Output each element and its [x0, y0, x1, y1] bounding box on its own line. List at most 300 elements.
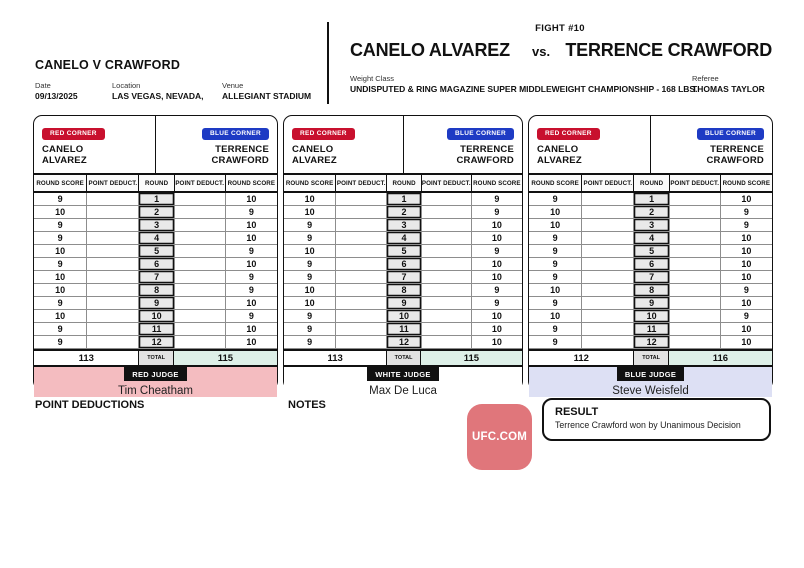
red-fighter-panel [529, 116, 650, 173]
red-round-score: 9 [552, 259, 558, 269]
red-round-score: 10 [304, 246, 315, 256]
round-number: 11 [386, 323, 421, 335]
round-number: 1 [138, 193, 173, 205]
blue-round-score: 10 [471, 232, 522, 244]
round-row [34, 336, 277, 349]
fight-meta-row [348, 74, 772, 96]
blue-round-score: 9 [720, 206, 772, 218]
blue-point-deduct-cell [421, 245, 471, 257]
event-venue [222, 81, 311, 101]
red-point-deduct-cell [581, 258, 633, 270]
red-round-score: 9 [307, 233, 313, 243]
judge-footer [34, 365, 277, 397]
blue-round-score: 9 [720, 284, 772, 296]
blue-fighter-name: TERRENCE CRAWFORD [211, 144, 269, 167]
red-round-score: 9 [552, 324, 558, 334]
blue-round-score: 10 [225, 336, 277, 348]
red-round-score: 9 [57, 259, 63, 269]
blue-corner-badge: BLUE CORNER [697, 128, 764, 140]
weight-class-label: Weight Class [350, 74, 395, 83]
weight-class-value: UNDISPUTED & RING MAGAZINE SUPER MIDDLEWEIGHT CHAMPIONSHIP - 168 LBS. [350, 84, 698, 94]
blue-round-score: 10 [720, 297, 772, 309]
red-point-deduct-cell [581, 310, 633, 322]
judge-footer [529, 365, 772, 397]
blue-total: 115 [174, 351, 277, 365]
fight-title-row [348, 40, 772, 61]
round-number: 4 [633, 232, 668, 244]
round-row [529, 245, 772, 258]
column-header: POINT DEDUCT. [421, 175, 471, 191]
location-label: Location [112, 81, 141, 90]
judge-footer [284, 365, 522, 397]
blue-fighter-panel [403, 116, 523, 173]
round-number: 5 [138, 245, 173, 257]
round-number: 3 [386, 219, 421, 231]
column-header: POINT DEDUCT. [174, 175, 225, 191]
blue-round-score: 9 [225, 206, 277, 218]
round-row [284, 206, 522, 219]
round-number: 10 [633, 310, 668, 322]
blue-point-deduct-cell [174, 206, 225, 218]
red-round-score: 10 [304, 285, 315, 295]
vs-label: vs. [532, 44, 551, 59]
red-point-deduct-cell [581, 297, 633, 309]
red-round-score: 10 [55, 246, 66, 256]
round-row [529, 284, 772, 297]
blue-round-score: 10 [471, 323, 522, 335]
column-header: ROUND [386, 175, 421, 191]
round-number: 2 [138, 206, 173, 218]
blue-point-deduct-cell [669, 245, 720, 257]
column-header: POINT DEDUCT. [581, 175, 633, 191]
red-round-score: 10 [304, 298, 315, 308]
blue-round-score: 9 [471, 193, 522, 205]
red-round-score: 10 [550, 285, 561, 295]
round-row [34, 258, 277, 271]
fighters-header [284, 116, 522, 173]
venue-value: ALLEGIANT STADIUM [222, 91, 312, 101]
blue-round-score: 9 [225, 284, 277, 296]
blue-fighter-panel [650, 116, 772, 173]
blue-point-deduct-cell [174, 323, 225, 335]
round-row [284, 310, 522, 323]
blue-round-score: 9 [225, 310, 277, 322]
column-header: ROUND SCORE [285, 179, 334, 187]
total-row [529, 349, 772, 365]
blue-fighter-name: TERRENCE CRAWFORD [456, 144, 514, 167]
red-point-deduct-cell [86, 258, 138, 270]
round-number: 3 [138, 219, 173, 231]
round-row [34, 193, 277, 206]
round-row [284, 232, 522, 245]
round-row [284, 193, 522, 206]
round-number: 2 [386, 206, 421, 218]
event-meta-row [35, 81, 320, 105]
red-round-score: 9 [307, 220, 313, 230]
round-number: 5 [386, 245, 421, 257]
event-title: CANELO V CRAWFORD [35, 58, 181, 72]
score-table-header [34, 173, 277, 193]
blue-round-score: 10 [720, 245, 772, 257]
blue-point-deduct-cell [421, 193, 471, 205]
round-number: 1 [633, 193, 668, 205]
red-total: 112 [573, 352, 589, 364]
round-row [529, 219, 772, 232]
round-number: 11 [138, 323, 173, 335]
round-number: 9 [138, 297, 173, 309]
round-number: 6 [386, 258, 421, 270]
blue-point-deduct-cell [669, 193, 720, 205]
blue-fighter-panel [155, 116, 277, 173]
round-row [529, 206, 772, 219]
blue-round-score: 9 [720, 219, 772, 231]
blue-round-score: 10 [225, 193, 277, 205]
red-point-deduct-cell [86, 336, 138, 348]
round-row [529, 323, 772, 336]
red-round-score: 9 [57, 233, 63, 243]
point-deductions-heading: POINT DEDUCTIONS [35, 399, 145, 411]
blue-round-score: 10 [225, 219, 277, 231]
score-table-header [529, 173, 772, 193]
red-round-score: 9 [307, 311, 313, 321]
notes-heading: NOTES [288, 399, 326, 411]
red-point-deduct-cell [86, 310, 138, 322]
column-header: POINT DEDUCT. [86, 175, 138, 191]
column-header: ROUND SCORE [225, 175, 277, 191]
round-number: 2 [633, 206, 668, 218]
blue-round-score: 10 [225, 232, 277, 244]
score-table-body [34, 193, 277, 349]
column-header: ROUND SCORE [531, 179, 579, 187]
red-round-score: 9 [57, 220, 63, 230]
red-corner-badge: RED CORNER [42, 128, 105, 140]
red-round-score: 9 [57, 324, 63, 334]
result-box [542, 398, 771, 441]
round-number: 12 [633, 336, 668, 348]
red-round-score: 9 [552, 298, 558, 308]
red-corner-badge: RED CORNER [292, 128, 355, 140]
red-point-deduct-cell [86, 232, 138, 244]
red-total: 113 [78, 352, 94, 364]
blue-point-deduct-cell [421, 297, 471, 309]
round-row [34, 271, 277, 284]
red-round-score: 9 [552, 233, 558, 243]
red-round-score: 9 [57, 298, 63, 308]
referee-value: THOMAS TAYLOR [692, 84, 765, 94]
red-round-score: 9 [307, 259, 313, 269]
score-table-body [529, 193, 772, 349]
blue-corner-badge: BLUE CORNER [202, 128, 269, 140]
total-label: TOTAL [386, 351, 421, 365]
scorecard-blue-judge [528, 115, 773, 397]
round-row [284, 258, 522, 271]
total-row [34, 349, 277, 365]
column-header: ROUND [633, 175, 668, 191]
blue-point-deduct-cell [421, 323, 471, 335]
blue-point-deduct-cell [669, 336, 720, 348]
blue-point-deduct-cell [421, 336, 471, 348]
red-point-deduct-cell [86, 271, 138, 283]
total-row [284, 349, 522, 365]
red-fighter-title: CANELO ALVAREZ [350, 40, 510, 60]
red-round-score: 10 [550, 207, 561, 217]
round-row [284, 219, 522, 232]
round-row [529, 297, 772, 310]
round-number: 10 [386, 310, 421, 322]
blue-round-score: 10 [225, 323, 277, 335]
blue-point-deduct-cell [669, 323, 720, 335]
result-text: Terrence Crawford won by Unanimous Decision [555, 420, 741, 430]
red-fighter-name: CANELO ALVAREZ [292, 144, 337, 167]
blue-point-deduct-cell [669, 297, 720, 309]
red-round-score: 9 [552, 246, 558, 256]
round-row [34, 284, 277, 297]
blue-round-score: 9 [225, 271, 277, 283]
judge-name: Tim Cheatham [118, 385, 193, 397]
blue-fighter-name: TERRENCE CRAWFORD [706, 144, 764, 167]
red-round-score: 10 [304, 207, 315, 217]
red-point-deduct-cell [86, 245, 138, 257]
ufc-com-logo-text: UFC.COM [471, 431, 528, 443]
blue-round-score: 10 [471, 258, 522, 270]
red-fighter-panel [34, 116, 155, 173]
round-number: 10 [138, 310, 173, 322]
round-number: 4 [138, 232, 173, 244]
blue-point-deduct-cell [421, 271, 471, 283]
judge-badge: BLUE JUDGE [617, 367, 684, 381]
red-point-deduct-cell [581, 271, 633, 283]
blue-round-score: 10 [720, 336, 772, 348]
round-number: 12 [386, 336, 421, 348]
event-date [35, 81, 78, 101]
date-value: 09/13/2025 [35, 91, 78, 101]
blue-point-deduct-cell [174, 245, 225, 257]
round-row [284, 336, 522, 349]
blue-point-deduct-cell [174, 232, 225, 244]
blue-corner-badge: BLUE CORNER [447, 128, 514, 140]
date-label: Date [35, 81, 51, 90]
scorecard-red-judge [33, 115, 278, 397]
red-round-score: 10 [304, 194, 315, 204]
blue-round-score: 9 [471, 245, 522, 257]
red-corner-badge: RED CORNER [537, 128, 600, 140]
round-number: 1 [386, 193, 421, 205]
referee [692, 74, 765, 94]
blue-point-deduct-cell [421, 219, 471, 231]
red-point-deduct-cell [335, 323, 386, 335]
red-point-deduct-cell [86, 284, 138, 296]
red-point-deduct-cell [86, 323, 138, 335]
blue-round-score: 10 [471, 271, 522, 283]
red-point-deduct-cell [335, 245, 386, 257]
blue-round-score: 10 [471, 336, 522, 348]
blue-round-score: 9 [471, 206, 522, 218]
red-point-deduct-cell [581, 193, 633, 205]
blue-point-deduct-cell [669, 310, 720, 322]
round-row [529, 193, 772, 206]
event-info-block [35, 58, 320, 105]
red-point-deduct-cell [581, 245, 633, 257]
judge-badge: RED JUDGE [124, 367, 186, 381]
round-number: 8 [138, 284, 173, 296]
blue-point-deduct-cell [421, 232, 471, 244]
blue-round-score: 10 [720, 193, 772, 205]
blue-point-deduct-cell [669, 258, 720, 270]
red-point-deduct-cell [335, 310, 386, 322]
red-point-deduct-cell [86, 206, 138, 218]
column-header: POINT DEDUCT. [669, 175, 720, 191]
fighters-header [34, 116, 277, 173]
red-point-deduct-cell [581, 336, 633, 348]
blue-round-score: 9 [471, 284, 522, 296]
red-point-deduct-cell [335, 206, 386, 218]
red-round-score: 10 [55, 207, 66, 217]
round-row [34, 245, 277, 258]
red-point-deduct-cell [86, 193, 138, 205]
red-round-score: 10 [550, 220, 561, 230]
red-round-score: 9 [307, 324, 313, 334]
red-point-deduct-cell [581, 206, 633, 218]
round-row [284, 323, 522, 336]
round-row [284, 284, 522, 297]
header-divider [327, 22, 329, 104]
red-point-deduct-cell [581, 219, 633, 231]
result-title: RESULT [555, 406, 599, 418]
blue-point-deduct-cell [669, 232, 720, 244]
blue-point-deduct-cell [174, 271, 225, 283]
blue-round-score: 10 [720, 323, 772, 335]
location-value: LAS VEGAS, NEVADA, [112, 91, 204, 101]
blue-point-deduct-cell [421, 310, 471, 322]
round-row [529, 310, 772, 323]
red-point-deduct-cell [335, 258, 386, 270]
blue-point-deduct-cell [669, 284, 720, 296]
round-number: 4 [386, 232, 421, 244]
round-row [34, 297, 277, 310]
column-header: ROUND SCORE [720, 175, 772, 191]
blue-round-score: 10 [225, 297, 277, 309]
blue-point-deduct-cell [174, 284, 225, 296]
round-row [284, 297, 522, 310]
red-round-score: 9 [552, 194, 558, 204]
round-row [34, 232, 277, 245]
judge-badge: WHITE JUDGE [367, 367, 438, 381]
round-number: 8 [386, 284, 421, 296]
judge-name: Max De Luca [369, 385, 437, 397]
event-location [112, 81, 203, 101]
red-point-deduct-cell [86, 297, 138, 309]
blue-point-deduct-cell [421, 258, 471, 270]
red-point-deduct-cell [335, 193, 386, 205]
red-round-score: 10 [55, 285, 66, 295]
round-row [34, 323, 277, 336]
total-label: TOTAL [138, 351, 173, 365]
blue-point-deduct-cell [174, 258, 225, 270]
round-number: 7 [138, 271, 173, 283]
round-number: 8 [633, 284, 668, 296]
total-label: TOTAL [633, 351, 668, 365]
round-row [284, 271, 522, 284]
judge-name: Steve Weisfeld [612, 385, 689, 397]
blue-round-score: 9 [225, 245, 277, 257]
red-round-score: 10 [55, 311, 66, 321]
round-number: 6 [138, 258, 173, 270]
blue-point-deduct-cell [174, 219, 225, 231]
red-fighter-name: CANELO ALVAREZ [537, 144, 582, 167]
round-row [34, 310, 277, 323]
round-number: 6 [633, 258, 668, 270]
column-header: ROUND SCORE [36, 179, 84, 187]
round-number: 9 [386, 297, 421, 309]
blue-round-score: 10 [471, 310, 522, 322]
round-row [284, 245, 522, 258]
red-round-score: 9 [307, 337, 313, 347]
blue-fighter-title: TERRENCE CRAWFORD [565, 40, 772, 60]
blue-round-score: 9 [720, 310, 772, 322]
round-number: 5 [633, 245, 668, 257]
red-total: 113 [327, 352, 343, 364]
blue-round-score: 10 [225, 258, 277, 270]
blue-point-deduct-cell [669, 271, 720, 283]
fight-number: FIGHT #10 [535, 23, 585, 34]
column-header: ROUND [138, 175, 173, 191]
red-round-score: 9 [57, 194, 63, 204]
red-round-score: 9 [552, 337, 558, 347]
round-number: 7 [386, 271, 421, 283]
blue-point-deduct-cell [174, 193, 225, 205]
blue-point-deduct-cell [174, 297, 225, 309]
red-point-deduct-cell [581, 323, 633, 335]
red-fighter-panel [284, 116, 403, 173]
round-row [529, 258, 772, 271]
red-point-deduct-cell [335, 284, 386, 296]
blue-point-deduct-cell [174, 336, 225, 348]
round-row [34, 219, 277, 232]
red-point-deduct-cell [581, 232, 633, 244]
round-row [34, 206, 277, 219]
referee-label: Referee [692, 74, 719, 83]
red-round-score: 9 [552, 272, 558, 282]
red-point-deduct-cell [335, 336, 386, 348]
score-table-body [284, 193, 522, 349]
blue-point-deduct-cell [421, 284, 471, 296]
round-number: 12 [138, 336, 173, 348]
blue-round-score: 10 [720, 232, 772, 244]
blue-round-score: 9 [471, 297, 522, 309]
fighters-header [529, 116, 772, 173]
red-round-score: 10 [550, 311, 561, 321]
blue-point-deduct-cell [174, 310, 225, 322]
fight-header-block [348, 23, 772, 96]
round-number: 11 [633, 323, 668, 335]
round-number: 3 [633, 219, 668, 231]
red-round-score: 9 [307, 272, 313, 282]
round-row [529, 232, 772, 245]
scorecard-white-judge [283, 115, 523, 397]
blue-point-deduct-cell [421, 206, 471, 218]
round-row [529, 271, 772, 284]
ufc-com-logo [467, 404, 532, 470]
blue-point-deduct-cell [669, 206, 720, 218]
red-round-score: 10 [55, 272, 66, 282]
blue-round-score: 10 [471, 219, 522, 231]
column-header: POINT DEDUCT. [335, 175, 386, 191]
venue-label: Venue [222, 81, 244, 90]
blue-round-score: 10 [720, 258, 772, 270]
red-point-deduct-cell [335, 297, 386, 309]
score-table-header [284, 173, 522, 193]
red-fighter-name: CANELO ALVAREZ [42, 144, 87, 167]
